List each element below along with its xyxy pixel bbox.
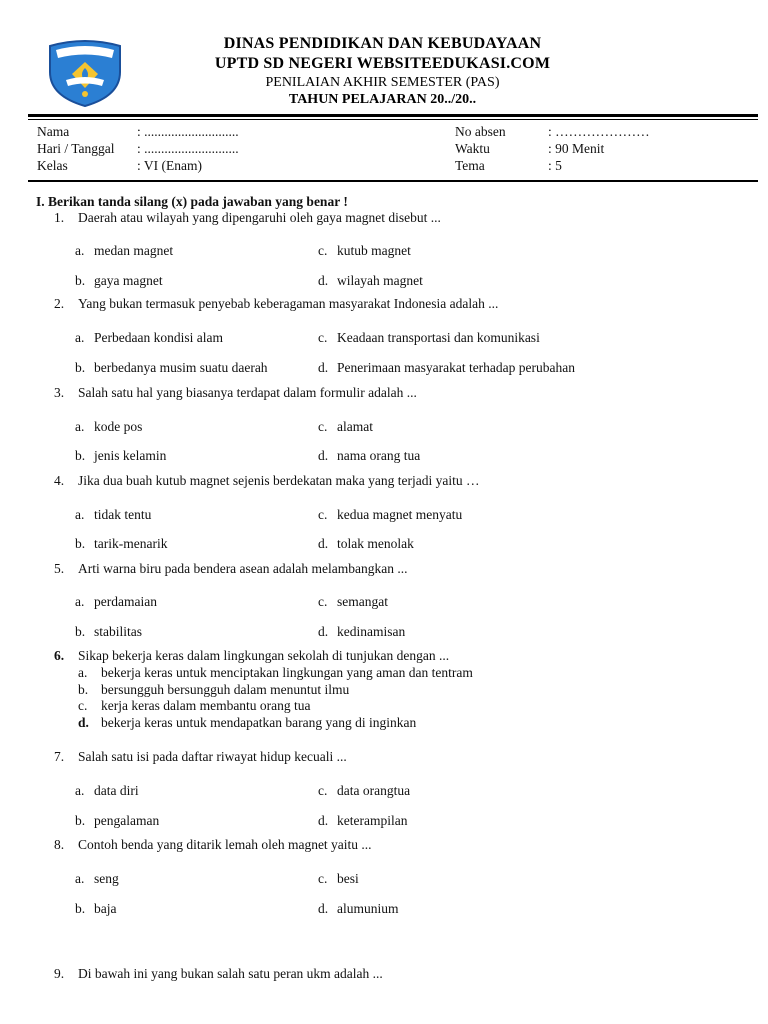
option-text: bersungguh bersungguh dalam menuntut ilmu <box>101 682 350 697</box>
option-letter: d. <box>78 715 89 730</box>
option-text: seng <box>94 871 119 886</box>
option-text: tarik-menarik <box>94 536 168 551</box>
question-number: 2. <box>54 296 65 311</box>
q3-option-b[interactable] <box>75 448 166 464</box>
info-name-label: Nama <box>37 124 70 139</box>
q8-option-c[interactable] <box>318 871 359 887</box>
q1-option-b[interactable] <box>75 273 163 289</box>
option-letter: c. <box>318 507 328 522</box>
option-letter: a. <box>75 594 85 609</box>
option-letter: d. <box>318 624 329 639</box>
question-5 <box>54 561 407 577</box>
option-text: jenis kelamin <box>94 448 167 463</box>
option-letter: d. <box>318 813 329 828</box>
q6-option-a[interactable] <box>78 665 473 681</box>
option-letter: a. <box>78 665 88 680</box>
q2-option-d[interactable] <box>318 360 575 376</box>
question-7 <box>54 749 347 765</box>
option-text: tolak menolak <box>337 536 414 551</box>
q7-option-c[interactable] <box>318 783 410 799</box>
question-text: Jika dua buah kutub magnet sejenis berdekatan maka yang terjadi yaitu … <box>78 473 480 488</box>
question-number: 4. <box>54 473 65 488</box>
option-letter: b. <box>75 901 86 916</box>
q3-option-c[interactable] <box>318 419 373 435</box>
question-4 <box>54 473 480 489</box>
info-class-label: Kelas <box>37 158 68 173</box>
option-letter: b. <box>75 448 86 463</box>
option-letter: d. <box>318 448 329 463</box>
option-text: Perbedaan kondisi alam <box>94 330 223 345</box>
option-text: besi <box>337 871 359 886</box>
info-theme-label: Tema <box>455 158 485 173</box>
option-text: kode pos <box>94 419 143 434</box>
question-6 <box>54 648 449 664</box>
question-number: 8. <box>54 837 65 852</box>
info-date-label: Hari / Tanggal <box>37 141 115 156</box>
option-letter: c. <box>318 243 328 258</box>
question-text: Di bawah ini yang bukan salah satu peran ukm adalah ... <box>78 966 383 981</box>
q4-option-a[interactable] <box>75 507 151 523</box>
question-text: Contoh benda yang ditarik lemah oleh magnet yaitu ... <box>78 837 372 852</box>
q2-option-b[interactable] <box>75 360 268 376</box>
q2-option-c[interactable] <box>318 330 540 346</box>
option-letter: c. <box>318 783 328 798</box>
info-absen-field[interactable]: : ………………… <box>548 124 650 139</box>
question-3 <box>54 385 417 401</box>
q7-option-a[interactable] <box>75 783 139 799</box>
info-time-value: : 90 Menit <box>548 141 605 156</box>
option-letter: a. <box>75 419 85 434</box>
option-letter: d. <box>318 360 329 375</box>
option-text: bekerja keras untuk menciptakan lingkungan yang aman dan tentram <box>101 665 473 680</box>
option-text: keterampilan <box>337 813 408 828</box>
option-letter: b. <box>75 273 86 288</box>
q5-option-d[interactable] <box>318 624 405 640</box>
q5-option-c[interactable] <box>318 594 388 610</box>
q4-option-c[interactable] <box>318 507 462 523</box>
option-letter: d. <box>318 273 329 288</box>
question-number: 7. <box>54 749 65 764</box>
question-2 <box>54 296 498 312</box>
option-text: medan magnet <box>94 243 174 258</box>
option-text: alamat <box>337 419 373 434</box>
question-text: Sikap bekerja keras dalam lingkungan sekolah di tunjukan dengan ... <box>78 648 450 663</box>
option-letter: b. <box>78 682 89 697</box>
q5-option-b[interactable] <box>75 624 142 640</box>
q6-option-b[interactable] <box>78 682 349 698</box>
q5-option-a[interactable] <box>75 594 157 610</box>
q8-option-b[interactable] <box>75 901 117 917</box>
q8-option-a[interactable] <box>75 871 119 887</box>
option-text: alumunium <box>337 901 399 916</box>
question-number: 3. <box>54 385 65 400</box>
q6-option-d[interactable] <box>78 715 416 731</box>
option-text: pengalaman <box>94 813 160 828</box>
info-divider <box>28 180 758 182</box>
question-number: 6. <box>54 648 65 663</box>
info-class-value: : VI (Enam) <box>137 158 202 173</box>
question-number: 9. <box>54 966 65 981</box>
option-text: stabilitas <box>94 624 142 639</box>
option-text: bekerja keras untuk mendapatkan barang yang di inginkan <box>101 715 417 730</box>
q7-option-b[interactable] <box>75 813 159 829</box>
option-text: kerja keras dalam membantu orang tua <box>101 698 311 713</box>
info-name-field[interactable]: : ............................ <box>137 124 239 139</box>
q1-option-a[interactable] <box>75 243 173 259</box>
option-text: semangat <box>337 594 388 609</box>
header-exam: PENILAIAN AKHIR SEMESTER (PAS) <box>265 75 500 90</box>
option-text: gaya magnet <box>94 273 163 288</box>
question-text: Salah satu hal yang biasanya terdapat dalam formulir adalah ... <box>78 385 417 400</box>
section-heading: I. Berikan tanda silang (x) pada jawaban yang benar ! <box>36 194 348 209</box>
question-8 <box>54 837 372 853</box>
option-letter: a. <box>75 507 85 522</box>
option-text: kutub magnet <box>337 243 411 258</box>
q3-option-a[interactable] <box>75 419 142 435</box>
q4-option-b[interactable] <box>75 536 167 552</box>
question-9 <box>54 966 383 982</box>
info-date-field[interactable]: : ............................ <box>137 141 239 156</box>
option-text: berbedanya musim suatu daerah <box>94 360 268 375</box>
header-year: TAHUN PELAJARAN 20../20.. <box>288 92 477 107</box>
option-text: perdamaian <box>94 594 157 609</box>
option-letter: c. <box>318 330 328 345</box>
option-letter: a. <box>75 243 85 258</box>
q8-option-d[interactable] <box>318 901 399 917</box>
option-text: Penerimaan masyarakat terhadap perubahan <box>337 360 576 375</box>
option-letter: b. <box>75 536 86 551</box>
header-divider <box>28 114 758 117</box>
info-absen-label: No absen <box>455 124 506 139</box>
option-text: wilayah magnet <box>337 273 423 288</box>
option-text: data diri <box>94 783 139 798</box>
header-agency: DINAS PENDIDIKAN DAN KEBUDAYAAN <box>223 35 542 52</box>
q7-option-d[interactable] <box>318 813 407 829</box>
option-letter: c. <box>318 594 328 609</box>
option-letter: d. <box>318 901 329 916</box>
header-school: UPTD SD NEGERI WEBSITEEDUKASI.COM <box>214 55 551 72</box>
option-letter: a. <box>75 783 85 798</box>
question-text: Arti warna biru pada bendera asean adalah melambangkan ... <box>78 561 408 576</box>
option-text: baja <box>94 901 117 916</box>
option-letter: b. <box>75 813 86 828</box>
question-number: 5. <box>54 561 65 576</box>
q1-option-c[interactable] <box>318 243 411 259</box>
header-divider-thin <box>28 119 758 120</box>
option-text: data orangtua <box>337 783 411 798</box>
question-text: Salah satu isi pada daftar riwayat hidup kecuali ... <box>78 749 347 764</box>
q6-option-c[interactable] <box>78 698 311 714</box>
option-letter: a. <box>75 871 85 886</box>
option-letter: d. <box>318 536 329 551</box>
option-letter: c. <box>78 698 88 713</box>
option-text: Keadaan transportasi dan komunikasi <box>337 330 540 345</box>
info-theme-value: : 5 <box>548 158 562 173</box>
option-letter: a. <box>75 330 85 345</box>
q1-option-d[interactable] <box>318 273 423 289</box>
q3-option-d[interactable] <box>318 448 420 464</box>
option-text: kedua magnet menyatu <box>337 507 463 522</box>
question-1 <box>54 210 441 226</box>
option-letter: c. <box>318 419 328 434</box>
option-text: tidak tentu <box>94 507 152 522</box>
question-number: 1. <box>54 210 65 225</box>
q4-option-d[interactable] <box>318 536 414 552</box>
option-letter: b. <box>75 360 86 375</box>
question-text: Daerah atau wilayah yang dipengaruhi oleh gaya magnet disebut ... <box>78 210 441 225</box>
option-letter: c. <box>318 871 328 886</box>
option-text: kedinamisan <box>337 624 406 639</box>
question-text: Yang bukan termasuk penyebab keberagaman masyarakat Indonesia adalah ... <box>78 296 499 311</box>
option-letter: b. <box>75 624 86 639</box>
option-text: nama orang tua <box>337 448 421 463</box>
info-time-label: Waktu <box>455 141 490 156</box>
tut-wuri-handayani-logo <box>46 38 124 108</box>
q2-option-a[interactable] <box>75 330 223 346</box>
